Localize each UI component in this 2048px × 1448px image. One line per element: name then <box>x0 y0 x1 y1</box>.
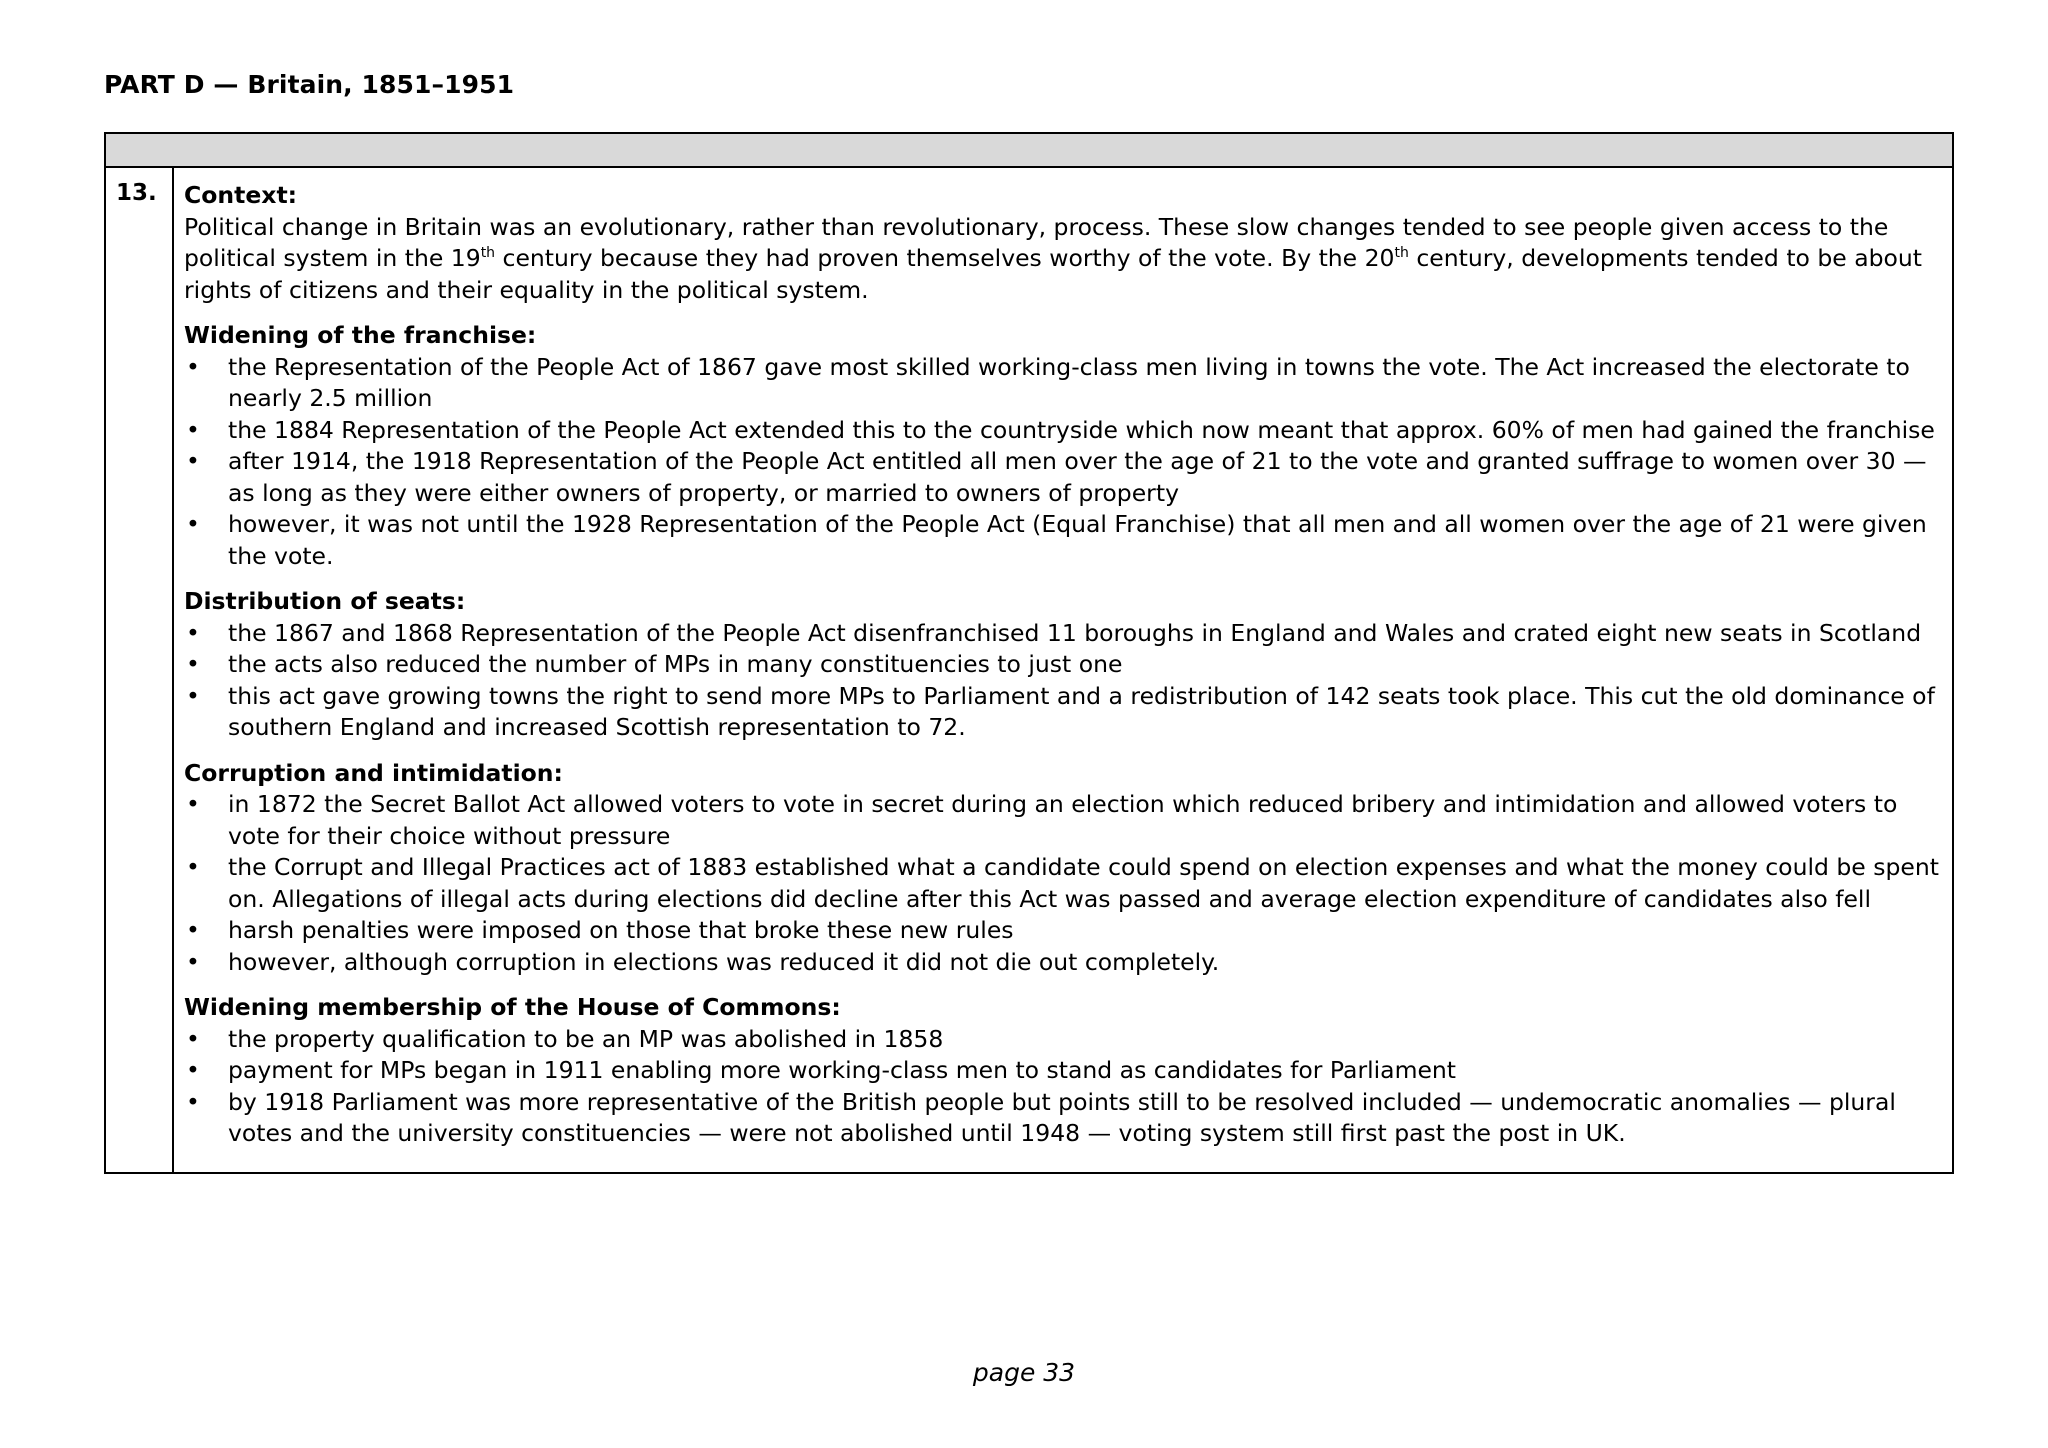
bullet-list <box>184 789 1940 978</box>
section-franchise <box>184 320 1940 572</box>
list-item: • the 1867 and 1868 Representation of the People Act disenfranchised 11 boroughs in England and Wales and crated eight new seats in Scotland <box>184 618 1940 650</box>
section-title: Widening membership of the House of Commons: <box>184 993 841 1021</box>
list-item: • this act gave growing towns the right to send more MPs to Parliament and a redistribution of 142 seats took place. This cut the old dominance of southern England and increased Scottish representation to 72. <box>184 681 1940 744</box>
page-number: page 33 <box>972 1358 1076 1387</box>
list-item: • the Representation of the People Act of 1867 gave most skilled working-class men living in towns the vote. The Act increased the electorate to nearly 2.5 million <box>184 352 1940 415</box>
question-content <box>174 168 1952 1172</box>
section-title: Corruption and intimidation: <box>184 758 563 787</box>
section-title: Widening of the franchise: <box>184 321 537 349</box>
bullet-list <box>184 618 1940 744</box>
list-item: • the Corrupt and Illegal Practices act of 1883 established what a candidate could spend on election expenses and what the money could be spent on. Allegations of illegal acts during elections did decline after this Act was passed and average election expenditure of candidates also fell <box>184 852 1940 915</box>
list-item: • however, it was not until the 1928 Representation of the People Act (Equal Franchise) that all men and all women over the age of 21 were given the vote. <box>184 509 1940 572</box>
context-section <box>184 180 1940 306</box>
section-seats <box>184 586 1940 744</box>
section-house-of-commons <box>184 992 1940 1150</box>
section-title: Distribution of seats: <box>184 587 466 615</box>
question-number: 13. <box>106 168 174 1172</box>
list-item: • however, although corruption in elections was reduced it did not die out completely. <box>184 947 1940 979</box>
list-item: • the property qualification to be an MP was abolished in 1858 <box>184 1024 1940 1056</box>
context-sup-a: th <box>480 245 496 261</box>
marking-table <box>104 132 1954 1174</box>
question-row <box>106 168 1952 1172</box>
page-heading: PART D — Britain, 1851–1951 <box>104 70 515 99</box>
section-corruption <box>184 758 1940 979</box>
list-item: • after 1914, the 1918 Representation of the People Act entitled all men over the age of 21 to the vote and granted suffrage to women over 30 — as long as they were either owners of property, or married to owners of property <box>184 446 1940 509</box>
context-text-c: century, developments tended to be about rights of citizens and their equality in the political system. <box>184 244 1923 304</box>
bullet-list <box>184 1024 1940 1150</box>
bullet-list <box>184 352 1940 573</box>
context-text-a: Political change in Britain was an evolutionary, rather than revolutionary, process. These slow changes tended to see people given access to the political system in the 19 <box>184 212 1889 272</box>
context-paragraph <box>184 212 1940 307</box>
context-sup-b: th <box>1394 245 1409 261</box>
context-text-b: century because they had proven themselves worthy of the vote. By the 20 <box>495 244 1395 272</box>
list-item: • payment for MPs began in 1911 enabling more working-class men to stand as candidates for Parliament <box>184 1055 1940 1087</box>
list-item: • the acts also reduced the number of MPs in many constituencies to just one <box>184 649 1940 681</box>
list-item: • the 1884 Representation of the People Act extended this to the countryside which now meant that approx. 60% of men had gained the franchise <box>184 415 1940 447</box>
list-item: • harsh penalties were imposed on those that broke these new rules <box>184 915 1940 947</box>
list-item: • by 1918 Parliament was more representative of the British people but points still to be resolved included — undemocratic anomalies — plural votes and the university constituencies — were not abolished until 1948 — voting system still first past the post in UK. <box>184 1087 1940 1150</box>
table-header-row <box>106 134 1952 168</box>
list-item: • in 1872 the Secret Ballot Act allowed voters to vote in secret during an election which reduced bribery and intimidation and allowed voters to vote for their choice without pressure <box>184 789 1940 852</box>
context-title: Context: <box>184 181 298 209</box>
